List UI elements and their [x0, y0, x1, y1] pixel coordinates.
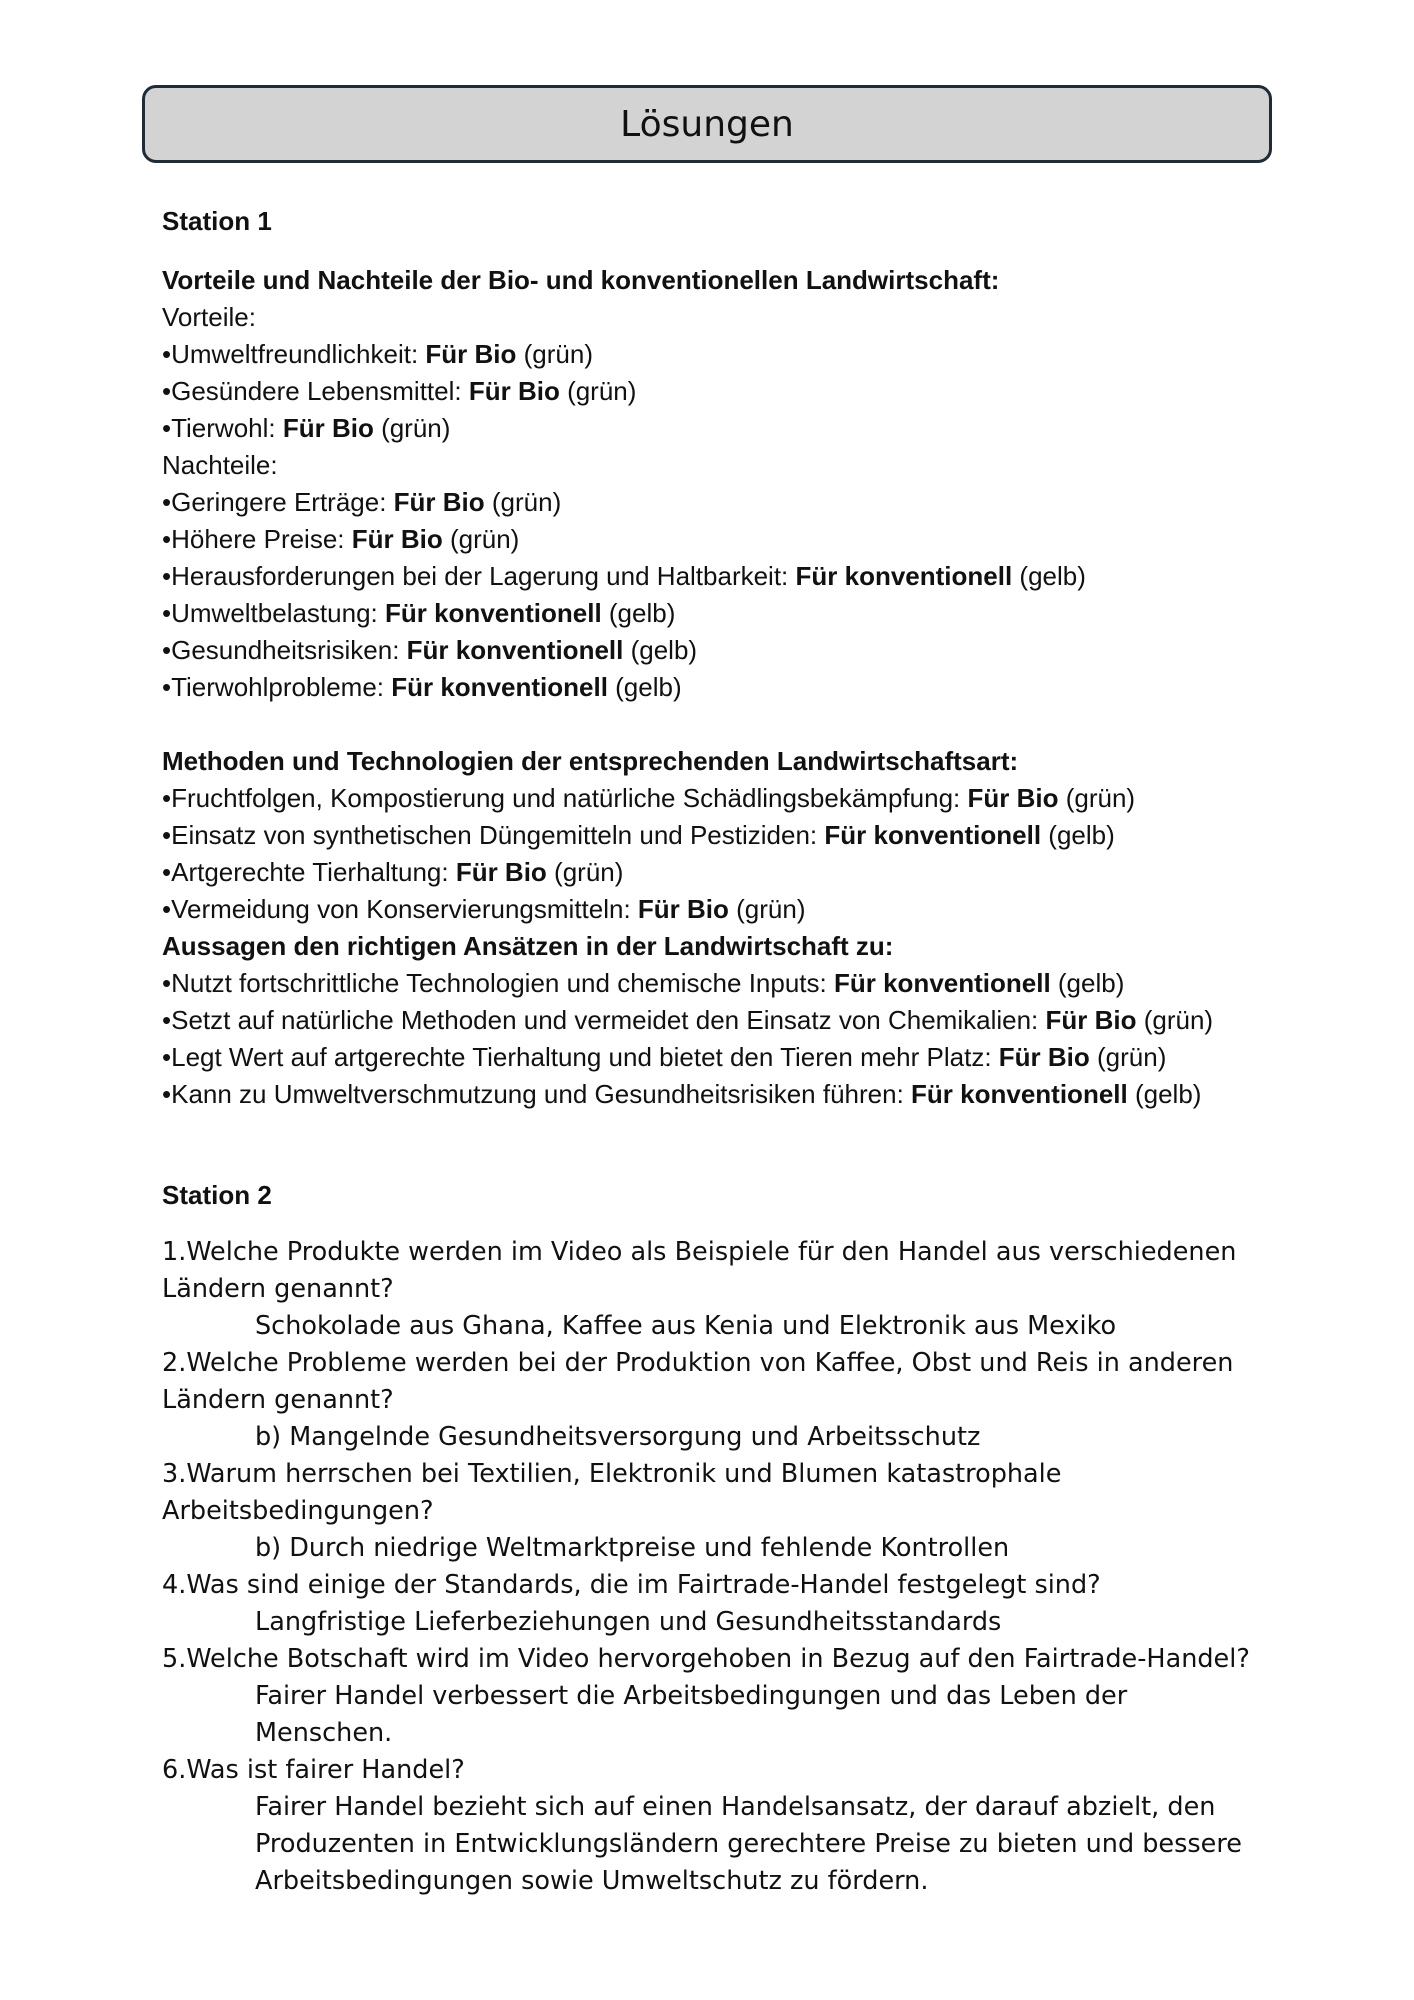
- methods-list: [162, 780, 1362, 928]
- pros-list: [162, 336, 1362, 447]
- item-color: (grün): [1089, 1042, 1167, 1072]
- item-text: •Höhere Preise:: [162, 524, 352, 554]
- item-color: (gelb): [1127, 1079, 1202, 1109]
- item-answer: Für konventionell: [384, 598, 602, 628]
- list-item: [162, 595, 1362, 632]
- qa-item: [162, 1752, 1362, 1900]
- answer-line: Menschen.: [255, 1718, 393, 1748]
- item-text: •Herausforderungen bei der Lagerung und Haltbarkeit:: [162, 561, 796, 591]
- item-color: (grün): [546, 857, 624, 887]
- item-answer: Für konventionell: [911, 1079, 1128, 1109]
- item-answer: Für Bio: [998, 1042, 1090, 1072]
- question-line: 3.Warum herrschen bei Textilien, Elektronik und Blumen katastrophale: [162, 1459, 1062, 1489]
- answer-line: Fairer Handel bezieht sich auf einen Handelsansatz, der darauf abzielt, den: [255, 1792, 1216, 1822]
- list-item: [162, 1076, 1362, 1113]
- item-color: (grün): [516, 339, 593, 369]
- item-color: (gelb): [607, 672, 682, 702]
- item-text: •Gesündere Lebensmittel:: [162, 376, 469, 406]
- item-color: (gelb): [1012, 561, 1086, 591]
- question-line: 2.Welche Probleme werden bei der Produktion von Kaffee, Obst und Reis in anderen: [162, 1348, 1234, 1378]
- item-text: •Nutzt fortschrittliche Technologien und chemische Inputs:: [162, 968, 834, 998]
- list-item: [162, 1002, 1362, 1039]
- station-2-title: Station 2: [162, 1180, 272, 1210]
- answer-line: Fairer Handel verbessert die Arbeitsbedingungen und das Leben der: [255, 1681, 1128, 1711]
- item-text: •Tierwohl:: [162, 413, 283, 443]
- answer-line: Schokolade aus Ghana, Kaffee aus Kenia und Elektronik aus Mexiko: [255, 1311, 1117, 1341]
- item-text: •Fruchtfolgen, Kompostierung und natürliche Schädlingsbekämpfung:: [162, 783, 968, 813]
- item-answer: Für konventionell: [391, 672, 608, 702]
- question-line: Ländern genannt?: [162, 1274, 394, 1304]
- list-item: [162, 817, 1362, 854]
- question-line: 4.Was sind einige der Standards, die im Fairtrade-Handel festgelegt sind?: [162, 1570, 1101, 1600]
- item-color: (grün): [442, 524, 520, 554]
- pros-cons-heading: Vorteile und Nachteile der Bio- und konventionellen Landwirtschaft:: [162, 265, 1000, 295]
- list-item: [162, 336, 1362, 373]
- list-item: [162, 780, 1362, 817]
- item-answer: Für Bio: [468, 376, 560, 406]
- item-answer: Für konventionell: [833, 968, 1051, 998]
- item-color: (grün): [1136, 1005, 1214, 1035]
- list-item: [162, 484, 1362, 521]
- item-color: (gelb): [623, 635, 698, 665]
- question-line: Ländern genannt?: [162, 1385, 394, 1415]
- item-color: (gelb): [1041, 820, 1115, 850]
- list-item: [162, 669, 1362, 706]
- answer-line: b) Durch niedrige Weltmarktpreise und fehlende Kontrollen: [255, 1533, 1010, 1563]
- item-answer: Für konventionell: [795, 561, 1013, 591]
- item-text: •Setzt auf natürliche Methoden und vermeidet den Einsatz von Chemikalien:: [162, 1005, 1046, 1035]
- item-answer: Für Bio: [351, 524, 443, 554]
- qa-item: [162, 1234, 1362, 1345]
- answer-line: Produzenten in Entwicklungsländern gerechtere Preise zu bieten und bessere: [255, 1829, 1242, 1859]
- list-item: [162, 965, 1362, 1002]
- item-answer: Für Bio: [967, 783, 1059, 813]
- list-item: [162, 854, 1362, 891]
- page-title: Lösungen: [620, 103, 794, 145]
- item-text: •Vermeidung von Konservierungsmitteln:: [162, 894, 638, 924]
- list-item: [162, 558, 1362, 595]
- cons-label: Nachteile:: [162, 450, 278, 480]
- statements-heading: Aussagen den richtigen Ansätzen in der Landwirtschaft zu:: [162, 931, 894, 961]
- item-answer: Für Bio: [393, 487, 485, 517]
- spacer: [162, 240, 1362, 262]
- list-item: [162, 410, 1362, 447]
- question-line: 1.Welche Produkte werden im Video als Beispiele für den Handel aus verschiedenen: [162, 1237, 1237, 1267]
- item-answer: Für Bio: [1045, 1005, 1137, 1035]
- item-color: (gelb): [601, 598, 676, 628]
- title-box: [142, 85, 1272, 163]
- answer-line: Arbeitsbedingungen sowie Umweltschutz zu fördern.: [255, 1866, 929, 1896]
- qa-item: [162, 1345, 1362, 1456]
- methods-heading: Methoden und Technologien der entsprechenden Landwirtschaftsart:: [162, 746, 1019, 776]
- question-line: 6.Was ist fairer Handel?: [162, 1755, 465, 1785]
- item-color: (grün): [373, 413, 451, 443]
- question-line: 5.Welche Botschaft wird im Video hervorgehoben in Bezug auf den Fairtrade-Handel?: [162, 1644, 1250, 1674]
- qa-item: [162, 1456, 1362, 1567]
- item-text: •Kann zu Umweltverschmutzung und Gesundheitsrisiken führen:: [162, 1079, 912, 1109]
- item-color: (gelb): [1050, 968, 1125, 998]
- cons-list: [162, 484, 1362, 706]
- qa-list: [162, 1234, 1362, 1900]
- item-text: •Legt Wert auf artgerechte Tierhaltung und bietet den Tieren mehr Platz:: [162, 1042, 999, 1072]
- pros-label: Vorteile:: [162, 302, 256, 332]
- item-answer: Für Bio: [282, 413, 374, 443]
- item-answer: Für konventionell: [824, 820, 1042, 850]
- answer-line: b) Mangelnde Gesundheitsversorgung und Arbeitsschutz: [255, 1422, 981, 1452]
- list-item: [162, 891, 1362, 928]
- item-answer: Für Bio: [425, 339, 517, 369]
- qa-item: [162, 1567, 1362, 1641]
- station-1-section: [162, 203, 1362, 1113]
- item-answer: Für Bio: [637, 894, 729, 924]
- item-text: •Einsatz von synthetischen Düngemitteln und Pestiziden:: [162, 820, 825, 850]
- item-answer: Für konventionell: [406, 635, 624, 665]
- item-text: •Tierwohlprobleme:: [162, 672, 392, 702]
- list-item: [162, 373, 1362, 410]
- spacer: [162, 706, 1362, 743]
- item-answer: Für Bio: [455, 857, 547, 887]
- station-1-title: Station 1: [162, 206, 272, 236]
- item-text: •Artgerechte Tierhaltung:: [162, 857, 456, 887]
- question-line: Arbeitsbedingungen?: [162, 1496, 434, 1526]
- item-text: •Umweltfreundlichkeit:: [162, 339, 426, 369]
- list-item: [162, 521, 1362, 558]
- item-color: (grün): [1058, 783, 1136, 813]
- item-color: (grün): [484, 487, 562, 517]
- qa-item: [162, 1641, 1362, 1752]
- item-text: •Geringere Erträge:: [162, 487, 394, 517]
- list-item: [162, 1039, 1362, 1076]
- item-text: •Umweltbelastung:: [162, 598, 385, 628]
- spacer: [162, 1214, 1362, 1234]
- statements-list: [162, 965, 1362, 1113]
- station-2-section: [162, 1177, 1362, 1900]
- list-item: [162, 632, 1362, 669]
- item-color: (grün): [559, 376, 637, 406]
- item-color: (grün): [728, 894, 806, 924]
- item-text: •Gesundheitsrisiken:: [162, 635, 407, 665]
- answer-line: Langfristige Lieferbeziehungen und Gesundheitsstandards: [255, 1607, 1002, 1637]
